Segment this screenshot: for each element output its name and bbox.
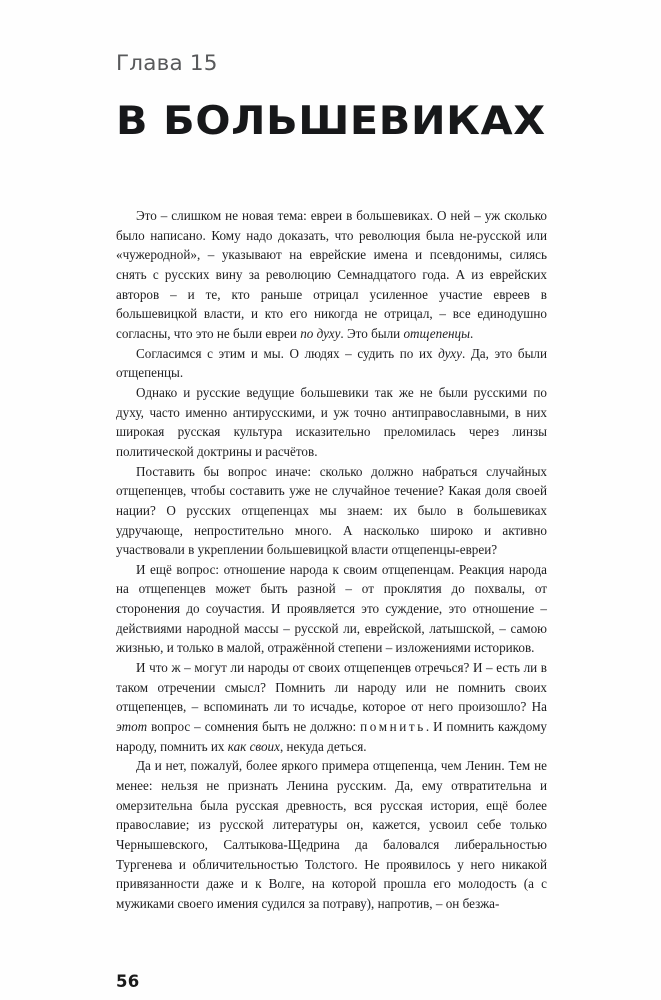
paragraph-3: Однако и русские ведущие большевики так же не были русскими по духу, часто именно антирусскими, и уж точно антиправославными, в них широкая русская культура исказительно преломилась через линзы политической доктрины и расчётов. (116, 384, 547, 459)
page-number: 56 (116, 972, 140, 991)
chapter-number-label: Глава 15 (116, 51, 218, 76)
italic-run: по духу (300, 325, 341, 341)
italic-run: духу (438, 345, 462, 361)
paragraph-6: И что ж – могут ли народы от своих отщепенцев отречься? И – есть ли в таком отречении смысл? Помнить ли народу или не помнить своих отщепенцев, – вспоминать ли то исчадье, которое от него произошло? На этот вопрос – сомнения быть не должно: помнить. И помнить каждому народу, помнить их как своих, некуда деться. (116, 660, 547, 754)
italic-run: как своих (227, 738, 280, 754)
body-text-column (116, 206, 547, 914)
paragraph-4: Поставить бы вопрос иначе: сколько должно набраться случайных отщепенцев, чтобы составить уже не случайное течение? Какая доля своей нации? О русских отщепенцах мы знаем: их было в большевиках удручающе, непростительно много. А насколько широко и активно участвовали в укреплении большевицкой власти отщепенцы-евреи? (116, 463, 547, 558)
chapter-heading-block (116, 52, 556, 143)
letterspaced-run: помнить (360, 719, 426, 735)
italic-run: этот (116, 719, 148, 735)
paragraph-2: Согласимся с этим и мы. О людях – судить по их духу. Да, это были отщепенцы. (116, 345, 547, 381)
paragraph-5: И ещё вопрос: отношение народа к своим отщепенцам. Реакция народа на отщепенцев может быть разной – от проклятия до похвалы, от сторонения до соучастия. И проявляется это суждение, это отношение – действиями народной массы – русской ли, еврейской, латышской, – самою жизнью, и только в малой, отражённой степени – изложениями историков. (116, 561, 547, 656)
paragraph-7: Да и нет, пожалуй, более яркого примера отщепенца, чем Ленин. Тем не менее: нельзя не признать Ленина русским. Да, ему отвратительна и омерзительна была русская древность, вся русская история, ещё более православие; из русской литературы он, кажется, усвоил себе только Чернышевского, Салтыкова-Щедрина да баловался либеральностью Тургенева и обличительностью Толстого. Не проявилось у него никакой привязанности даже и к Волге, на которой прошла его молодость (а с мужиками своего имения судился за потраву), напротив, – он безжа- (116, 758, 547, 911)
italic-run: отщепенцы (403, 325, 471, 341)
paragraph-1: Это – слишком не новая тема: евреи в большевиках. О ней – уж сколько было написано. Кому надо доказать, что революция была не-русской или «чужеродной», – указывают на еврейские имена и псевдонимы, силясь снять с русских вину за революцию Семнадцатого года. А из еврейских авторов – и те, кто раньше отрицал усиленное участие евреев в большевицкой власти, и кто его никогда не отрицал, – все единодушно согласны, что это не были евреи по духу. Это были отщепенцы. (116, 208, 547, 341)
chapter-title: В БОЛЬШЕВИКАХ (116, 98, 546, 144)
